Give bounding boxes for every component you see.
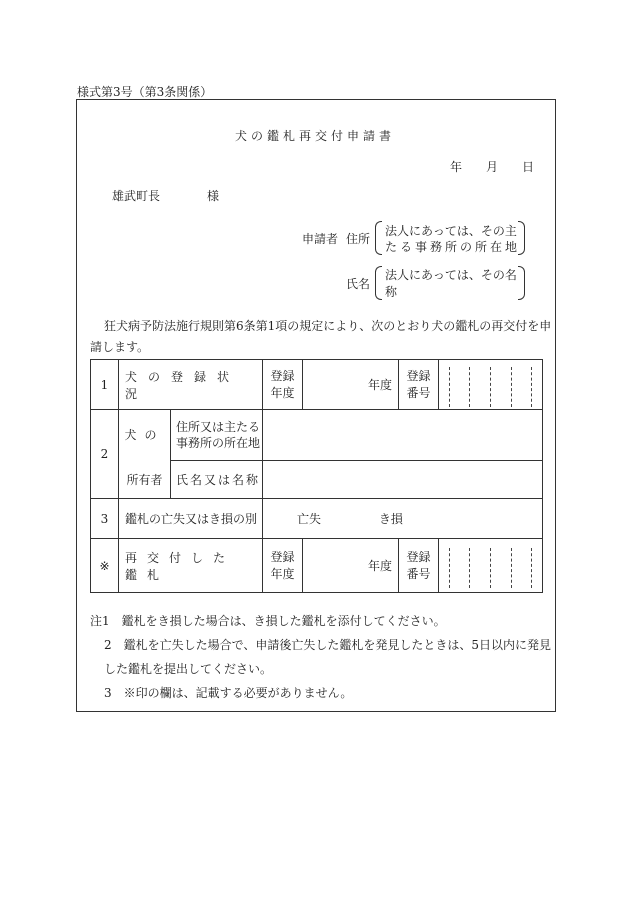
note-1: 注1 鑑札をき損した場合は、き損した鑑札を添付してください。: [90, 614, 446, 628]
row2-name-label: 氏名又は名称: [171, 461, 263, 499]
month-label: 月: [486, 160, 499, 174]
address-label: 住所: [346, 232, 371, 246]
name-bracket-left: [375, 266, 382, 300]
addressee-honorific: 様: [207, 189, 220, 203]
form-number-label: 様式第3号（第3条関係）: [77, 85, 213, 99]
table-row: [91, 360, 543, 410]
note-2-cont: した鑑札を提出してください。: [104, 662, 273, 676]
row4-number: ※: [91, 539, 119, 593]
row1-reg-no-field[interactable]: [439, 360, 543, 410]
table-row: [91, 410, 543, 461]
registration-table: [90, 359, 543, 593]
name-bracket-right: [518, 266, 525, 300]
note-3: 3 ※印の欄は、記載する必要がありません。: [104, 686, 353, 700]
address-bracket-left: [375, 221, 382, 255]
table-row: [91, 461, 543, 499]
address-note-line1: 法人にあっては、その主: [385, 224, 517, 238]
address-note-line2: たる事務所の所在地: [385, 240, 521, 254]
owner-name-field[interactable]: [263, 461, 543, 499]
table-row: [91, 499, 543, 539]
row1-reg-no-label: 登録 番号: [399, 360, 439, 410]
day-label: 日: [522, 160, 535, 174]
row3-label: 鑑札の亡失又はき損の別: [119, 499, 263, 539]
owner-address-field[interactable]: [263, 410, 543, 461]
option-lost[interactable]: 亡失: [297, 512, 322, 526]
row4-label: 再交付した鑑札: [119, 539, 263, 593]
name-note-line1: 法人にあっては、その名: [385, 268, 517, 282]
addressee-name: 雄武町長: [112, 189, 161, 203]
intro-line2: 請します。: [90, 340, 150, 354]
row1-year-unit[interactable]: 年度: [303, 360, 399, 410]
row2-address-label: 住所又は主たる 事務所の所在地: [171, 410, 263, 461]
applicant-label: 申請者: [302, 232, 339, 246]
row4-reg-no-field[interactable]: [439, 539, 543, 593]
row2-label-bottom: 所有者: [119, 461, 171, 499]
row4-reg-no-label: 登録 番号: [399, 539, 439, 593]
note-2: 2 鑑札を亡失した場合で、申請後亡失した鑑札を発見したときは、5日以内に発見: [104, 638, 552, 652]
row3-number: 3: [91, 499, 119, 539]
table-row: [91, 539, 543, 593]
row4-reg-year-label: 登録 年度: [263, 539, 303, 593]
loss-damage-choice[interactable]: [263, 499, 543, 539]
name-label: 氏名: [346, 277, 371, 291]
form-title: 犬の鑑札再交付申請書: [234, 129, 395, 143]
row4-year-unit[interactable]: 年度: [303, 539, 399, 593]
year-label: 年: [450, 160, 463, 174]
row1-number: 1: [91, 360, 119, 410]
row2-label-top: 犬の: [119, 410, 171, 461]
intro-line1: 狂犬病予防法施行規則第6条第1項の規定により、次のとおり犬の鑑札の再交付を申: [104, 319, 552, 333]
row2-number: 2: [91, 410, 119, 499]
option-damaged[interactable]: き損: [378, 512, 403, 526]
name-note-line2: 称: [385, 285, 398, 299]
row1-label: 犬の登録状況: [119, 360, 263, 410]
row1-reg-year-label: 登録 年度: [263, 360, 303, 410]
